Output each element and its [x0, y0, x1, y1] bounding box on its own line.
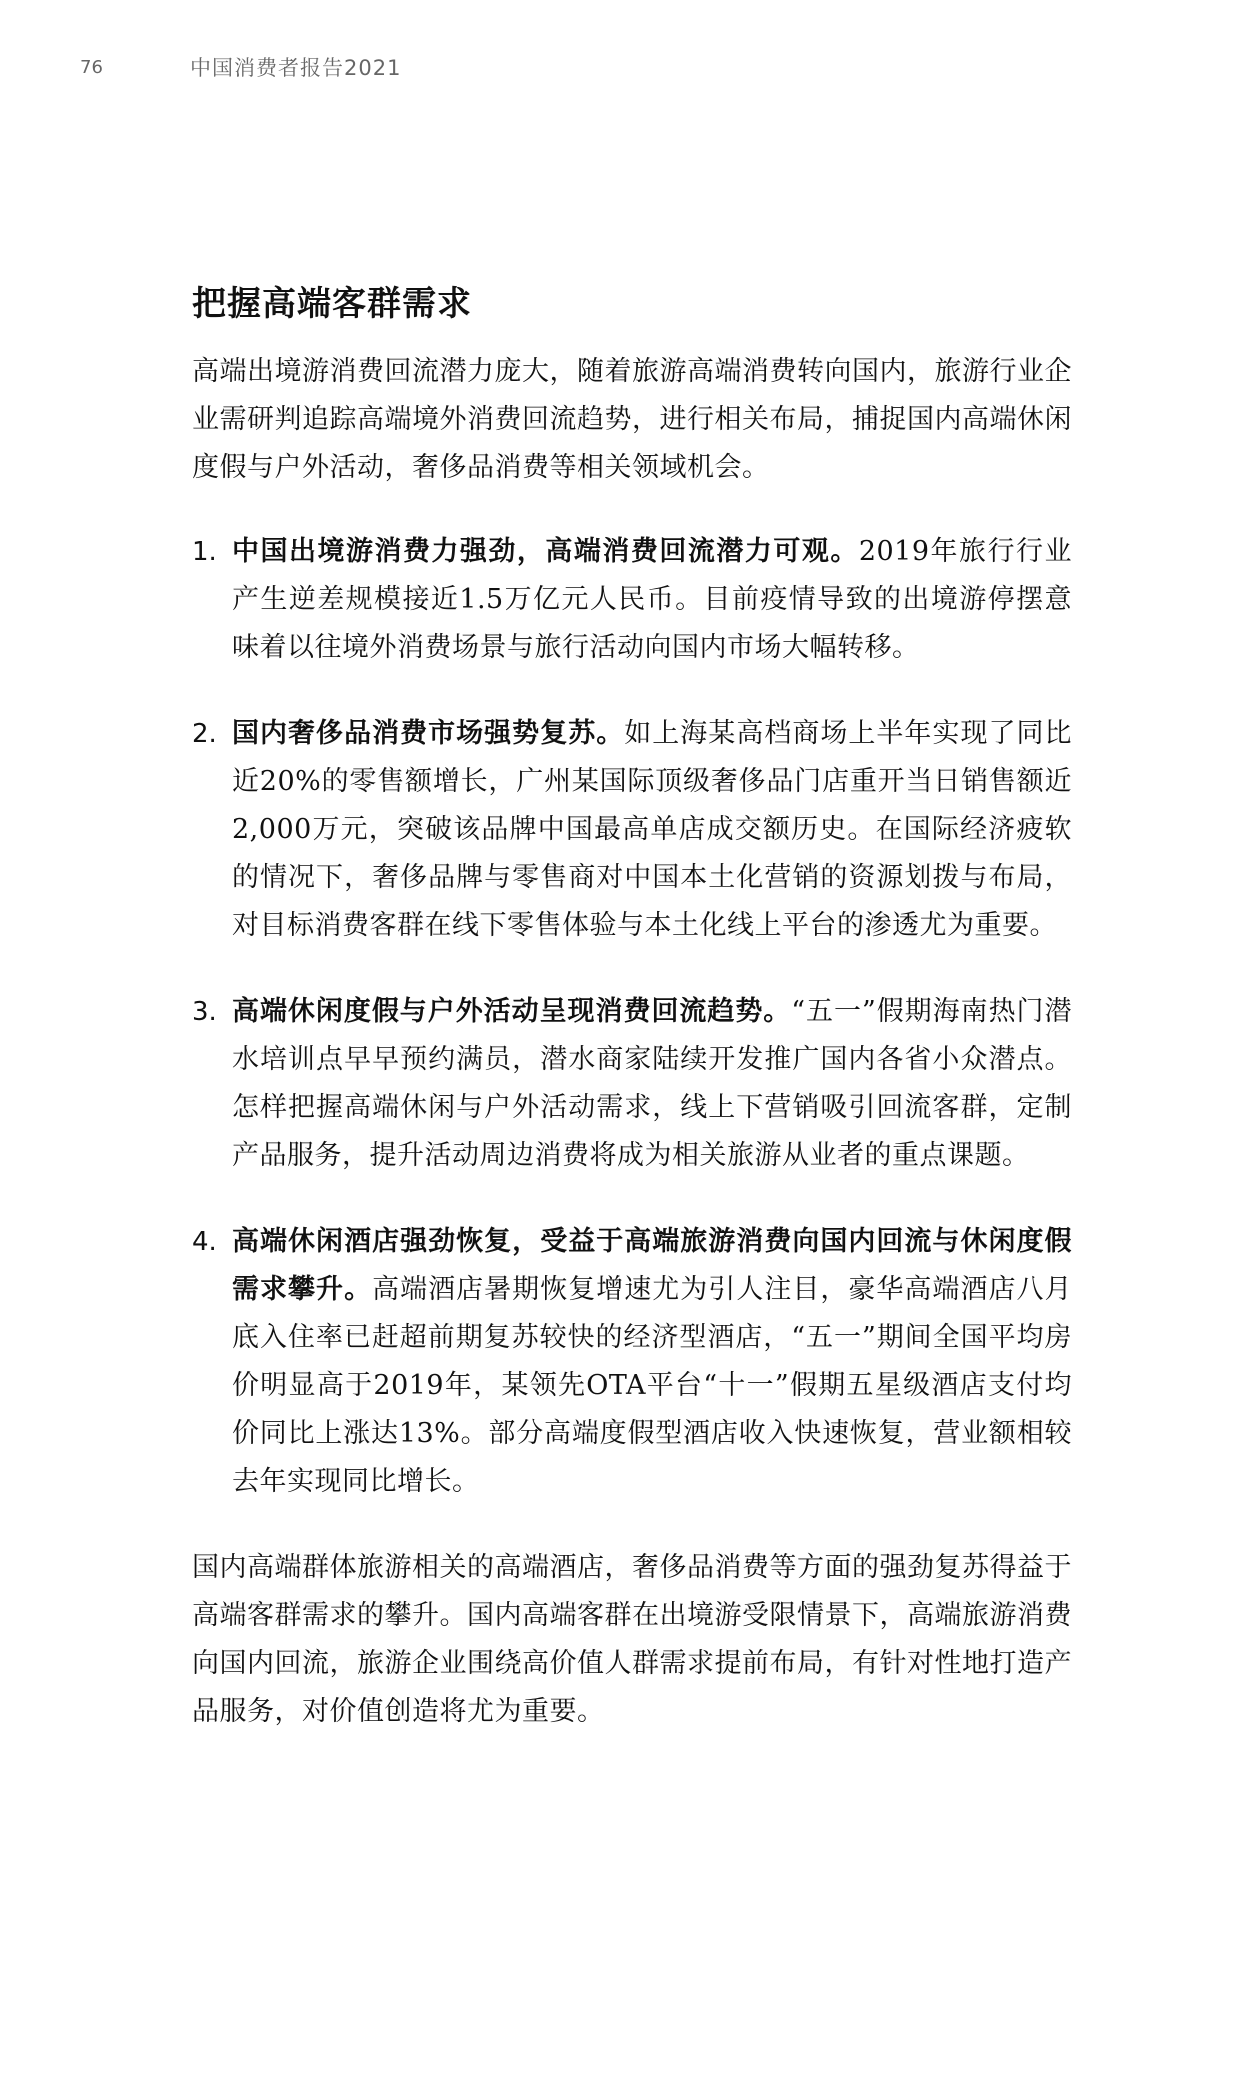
- report-title: 中国消费者报告2021: [190, 56, 402, 80]
- findings-list: [192, 528, 1072, 1506]
- list-number: 3.: [192, 997, 217, 1027]
- running-header: [80, 52, 401, 82]
- intro-paragraph: 高端出境游消费回流潜力庞大，随着旅游高端消费转向国内，旅游行业企业需研判追踪高端境外消费回流趋势，进行相关布局，捕捉国内高端休闲度假与户外活动，奢侈品消费等相关领域机会。: [192, 356, 1072, 483]
- page-number: 76: [80, 56, 103, 78]
- list-item-lead: 高端休闲度假与户外活动呈现消费回流趋势。: [232, 996, 792, 1027]
- list-item: [192, 1218, 1072, 1506]
- list-item-lead: 高端休闲酒店强劲恢复，受益于高端旅游消费向国内回流与休闲度假需求攀升。: [232, 1226, 1072, 1305]
- list-item-body: 如上海某高档商场上半年实现了同比近20%的零售额增长，广州某国际顶级奢侈品门店重开当日销售额近2,000万元，突破该品牌中国最高单店成交额历史。在国际经济疲软的情况下，奢侈品牌与零售商对中国本土化营销的资源划拨与布局，对目标消费客群在线下零售体验与本土化线上平台的渗透尤为重要。: [232, 718, 1073, 941]
- list-item-lead: 国内奢侈品消费市场强势复苏。: [232, 718, 625, 749]
- section-title: 把握高端客群需求: [192, 284, 472, 324]
- list-item-body: 高端酒店暑期恢复增速尤为引人注目，豪华高端酒店八月底入住率已赶超前期复苏较快的经济型酒店，“五一”期间全国平均房价明显高于2019年，某领先OTA平台“十一”假期五星级酒店支付均价同比上涨达13%。部分高端度假型酒店收入快速恢复，营业额相较去年实现同比增长。: [232, 1274, 1073, 1497]
- list-item: [192, 988, 1072, 1180]
- list-item: [192, 528, 1072, 672]
- list-item-lead: 中国出境游消费力强劲，高端消费回流潜力可观。: [232, 536, 859, 567]
- list-number: 4.: [192, 1227, 217, 1257]
- list-item: [192, 710, 1072, 950]
- list-item-text: [232, 710, 1072, 950]
- closing-paragraph: 国内高端群体旅游相关的高端酒店，奢侈品消费等方面的强劲复苏得益于高端客群需求的攀升。国内高端客群在出境游受限情景下，高端旅游消费向国内回流，旅游企业围绕高价值人群需求提前布局，有针对性地打造产品服务，对价值创造将尤为重要。: [192, 1552, 1072, 1727]
- list-number: 1.: [192, 537, 217, 567]
- list-item-text: [232, 1218, 1072, 1506]
- list-item-text: [232, 528, 1072, 672]
- list-item-text: [232, 988, 1072, 1180]
- main-content: [192, 280, 1072, 1736]
- list-item-body: 2019年旅行行业产生逆差规模接近1.5万亿元人民币。目前疫情导致的出境游停摆意味着以往境外消费场景与旅行活动向国内市场大幅转移。: [232, 536, 1073, 663]
- list-number: 2.: [192, 719, 217, 749]
- list-item-body: “五一”假期海南热门潜水培训点早早预约满员，潜水商家陆续开发推广国内各省小众潜点。怎样把握高端休闲与户外活动需求，线上下营销吸引回流客群，定制产品服务，提升活动周边消费将成为相关旅游从业者的重点课题。: [232, 996, 1073, 1171]
